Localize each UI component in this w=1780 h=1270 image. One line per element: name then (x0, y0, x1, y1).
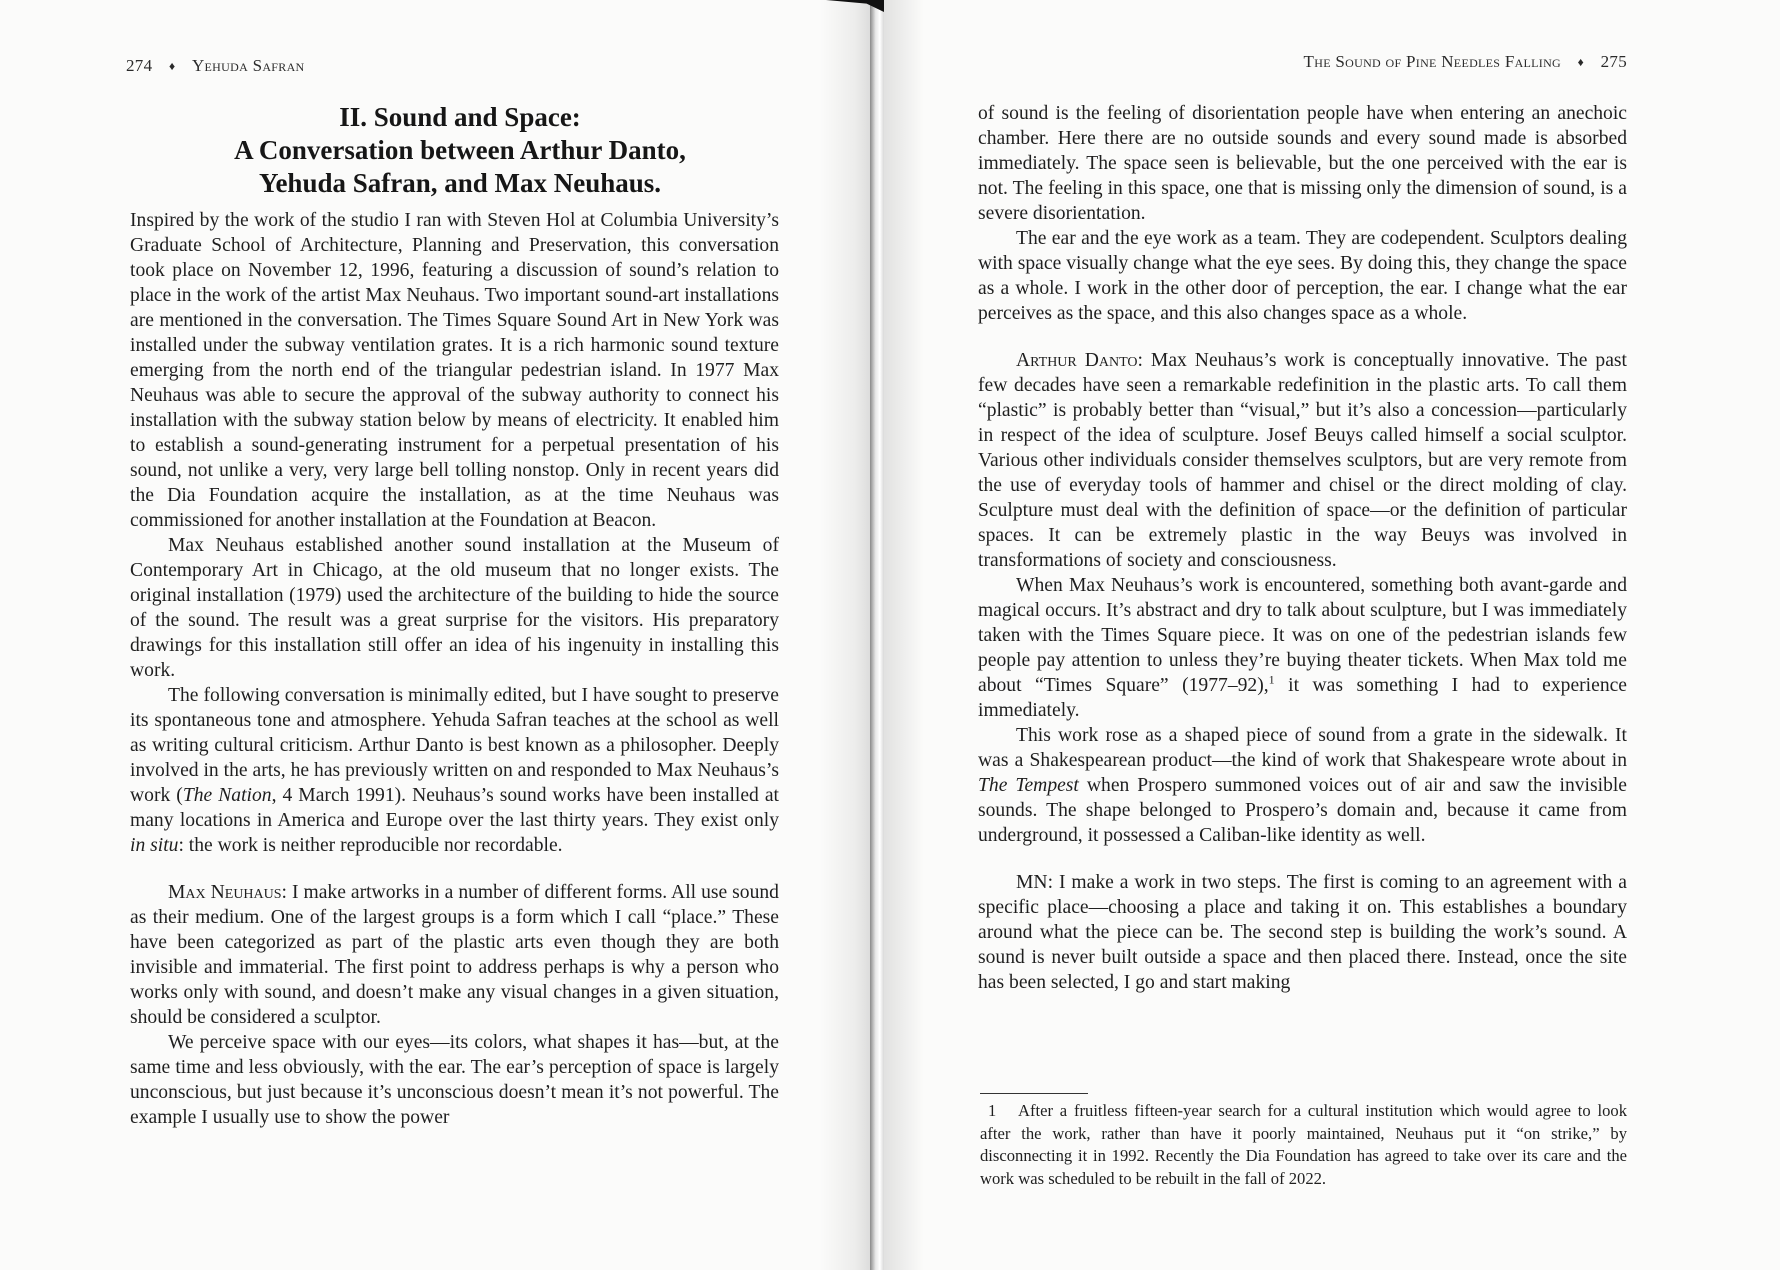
diamond-icon: ♦ (1577, 55, 1585, 69)
right-running-head (1304, 52, 1627, 72)
left-running-author: Yehuda Safran (191, 56, 305, 75)
left-text-column (130, 208, 779, 1130)
diamond-icon: ♦ (168, 59, 176, 73)
intro-paragraph-3-mid: , 4 March 1991). Neuhaus’s sound works have been installed at many locations in America and Europe over the last thirty years. They exist only (130, 785, 780, 831)
left-page-number: 274 (126, 56, 153, 75)
section-title (150, 101, 770, 200)
footnote (980, 1100, 1627, 1190)
footnote-reference[interactable]: 1 (1268, 672, 1275, 687)
intro-paragraph-3-end: : the work is neither reproducible nor recordable. (178, 835, 563, 856)
mn-statement: MN: I make a work in two steps. The first is coming to an agreement with a specific place—choosing a place and taking it on. This establishes a boundary around what the piece can be. The second step is building the work’s sound. A sound is never built outside a space and then placed there. Instead, once the site has been selected, I go and start making (978, 872, 1627, 993)
book-spine (870, 0, 884, 1270)
italic-the-tempest: The Tempest (978, 775, 1079, 796)
danto-statement (978, 348, 1627, 573)
speaker-arthur-danto: Arthur Danto: (1016, 350, 1143, 371)
intro-paragraph-3 (130, 683, 779, 858)
danto-paragraph-3-b: when Prospero summoned voices out of air and saw the invisible sounds. The shape belonged to Prospero’s domain and, because it came from underground, it possessed a Caliban-like identity as well. (978, 775, 1628, 846)
footnote-text: After a fruitless fifteen-year search for a cultural institution which would agree to look after the work, rather than have it poorly maintained, Neuhaus put it “on strike,” by disconnecting it in 1992. Recently the Dia Foundation has agreed to take over its care and the work was scheduled to be rebuilt in the fall of 2022. (980, 1101, 1627, 1188)
ear-eye-paragraph: The ear and the eye work as a team. They are codependent. Sculptors dealing with space visually change what the eye sees. By doing this, they change the space as a whole. I work in the other door of perception, the ear. I change what the ear perceives as the space, and this also changes space as a whole. (978, 228, 1627, 324)
neuhaus-statement (130, 880, 779, 1030)
intro-paragraph-3-text: The following conversation is minimally edited, but I have sought to preserve its spontaneous tone and atmosphere. Yehuda Safran teaches at the school as well as writing cultural criticism. Arthur Danto is best known as a philosopher. Deeply involved in the arts, he has previously written on and responded to Max Neuhaus’s work ( (130, 685, 779, 806)
neuhaus-paragraph-2: We perceive space with our eyes—its colors, what shapes it has—but, at the same time and less obviously, with the ear. The ear’s perception of space is largely unconscious, but just because it’s unconscious doesn’t mean it’s not powerful. The example I usually use to show the power (130, 1032, 779, 1128)
intro-paragraph-2: Max Neuhaus established another sound installation at the Museum of Contemporary Art in Chicago, at the old museum that no longer exists. The original installation (1979) used the architecture of the building to hide the source of the sound. The result was a great surprise for the visitors. His preparatory drawings for this installation still offer an idea of his ingenuity in installing this work. (130, 535, 779, 681)
intro-paragraph-1: Inspired by the work of the studio I ran with Steven Hol at Columbia University’s Graduate School of Architecture, Planning and Preservation, this conversation took place on November 12, 1996, featuring a discussion of sound’s relation to place in the work of the artist Max Neuhaus. Two important sound-art installations are mentioned in the conversation. The Times Square Sound Art in New York was installed under the subway ventilation grates. It is a rich harmonic sound texture emerging from the north end of the triangular pedestrian island. In 1977 Max Neuhaus was able to secure the approval of the subway authority to connect his installation with the subway station below by means of electricity. It enabled him to establish a sound-generating instrument for a perpetual presentation of his sound, not unlike a very, very large bell tolling nonstop. Only in recent years did the Dia Foundation acquire the installation, as at the time Neuhaus was commissioned for another installation at the Foundation at Beacon. (130, 210, 779, 531)
danto-paragraph-3-a: This work rose as a shaped piece of sound from a grate in the sidewalk. It was a Shakespearean product—the kind of work that Shakespeare wrote about in (978, 725, 1627, 771)
right-text-column (978, 101, 1627, 995)
left-running-head (126, 56, 305, 76)
section-title-line-3: Yehuda Safran, and Max Neuhaus. (258, 168, 662, 198)
continued-paragraph: of sound is the feeling of disorientation people have when entering an anechoic chamber. Here there are no outside sounds and every sound made is absorbed immediately. The space seen is believable, but the one perceived with the ear is not. The feeling in this space, one that is missing only the dimension of sound, is a severe disorientation. (978, 103, 1627, 224)
danto-paragraph-3 (978, 723, 1627, 848)
section-title-line-2: A Conversation between Arthur Danto, (234, 135, 686, 165)
italic-in-situ: in situ (130, 835, 179, 856)
danto-paragraph-2 (978, 573, 1627, 723)
danto-paragraph-2-end: it was something I had to experience immediately. (978, 675, 1628, 721)
right-running-title: The Sound of Pine Needles Falling (1303, 52, 1562, 71)
footnote-number: 1 (988, 1101, 997, 1120)
right-gutter-shadow (884, 0, 924, 1270)
footnote-rule (980, 1093, 1088, 1094)
danto-statement-text: Max Neuhaus’s work is conceptually innovative. The past few decades have seen a remarkable redefinition in the plastic arts. To call them “plastic” is probably better than “visual,” but it’s also a concession—particularly in respect of the idea of sculpture. Josef Beuys called himself a social sculptor. Various other individuals consider themselves sculptors, but are very remote from the use of everyday tools of hammer and chisel or the direct molding of clay. Sculpture must deal with the definition of space—or the definition of particular spaces. It can be extremely plastic in the way Beuys was involved in transformations of society and consciousness. (978, 350, 1627, 571)
right-page-number: 275 (1600, 52, 1627, 71)
neuhaus-statement-text: I make artworks in a number of different forms. All use sound as their medium. One of the largest groups is a form which I call “place.” These have been categorized as part of the plastic arts even though they are both invisible and immaterial. The first point to address perhaps is why a person who works only with sound, and doesn’t make any visual changes in a given situation, should be considered a sculptor. (130, 882, 779, 1028)
danto-paragraph-2-text: When Max Neuhaus’s work is encountered, something both avant-garde and magical occurs. It’s abstract and dry to talk about sculpture, but I was immediately taken with the Times Square piece. It was on one of the pedestrian islands few people pay attention to unless they’re buying theater tickets. When Max told me about “Times Square” (1977–92), (978, 575, 1627, 696)
section-title-line-1: II. Sound and Space: (339, 102, 581, 132)
speaker-max-neuhaus: Max Neuhaus: (168, 882, 287, 903)
italic-the-nation: The Nation (182, 785, 272, 806)
